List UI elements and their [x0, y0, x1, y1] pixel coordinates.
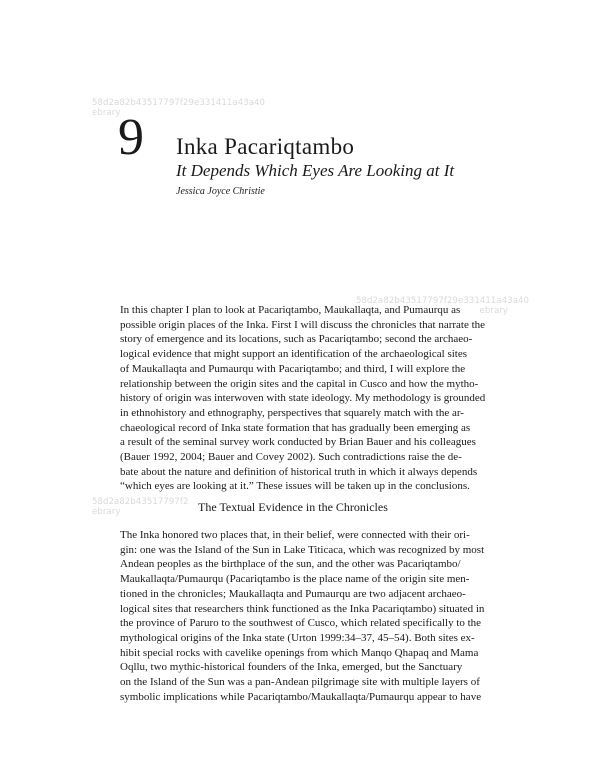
text-line: The Inka honored two places that, in their belief, were connected with their ori-	[120, 529, 470, 541]
text-line: (Bauer 1992, 2004; Bauer and Covey 2002). Such contradictions raise the de-	[120, 451, 462, 464]
text-line: bate about the nature and definition of historical truth in which it always depends	[120, 465, 478, 478]
text-line: “which eyes are looking at it.” These issues will be taken up in the conclusions.	[120, 480, 470, 493]
watermark	[92, 497, 189, 517]
text-line: symbolic implications while Pacariqtambo/Maukallaqta/Pumaurqu appear to have	[120, 690, 482, 703]
text-line: relationship between the origin sites and the capital in Cusco and how the mytho-	[120, 377, 479, 390]
text-line: chaeological record of Inka state formation that has gradually been emerging as	[120, 421, 471, 434]
text-line: of Maukallaqta and Pumaurqu with Pacariqtambo; and third, I will explore the	[120, 362, 466, 375]
text-line: in ethnohistory and ethnography, perspectives that squarely match with the ar-	[120, 406, 464, 419]
section-heading: The Textual Evidence in the Chronicles	[198, 500, 388, 514]
intro-paragraph	[120, 303, 485, 494]
text-line: the province of Paruro to the southwest of Cusco, which related specifically to the	[120, 617, 482, 630]
text-line: hibit special rocks with cavelike openings from which Manqo Qhapaq and Mama	[120, 646, 479, 659]
body-paragraph	[120, 528, 484, 704]
chapter-number: 9	[118, 109, 144, 166]
text-line: a result of the seminal survey work conducted by Brian Bauer and his colleagues	[120, 436, 476, 449]
chapter-title: Inka Pacariqtambo	[176, 134, 355, 159]
text-line: story of emergence and its locations, such as Pacariqtambo; second the archaeo-	[120, 333, 473, 346]
watermark-label: ebrary	[92, 507, 121, 517]
chapter-subtitle: It Depends Which Eyes Are Looking at It	[176, 161, 455, 180]
watermark-label: ebrary	[92, 108, 121, 118]
text-line: history of origin was interwoven with state ideology. My methodology is grounded	[120, 392, 486, 405]
text-line: Maukallaqta/Pumaurqu (Pacariqtambo is the place name of the origin site men-	[120, 573, 470, 586]
text-line: possible origin places of the Inka. First I will discuss the chronicles that narrate the	[120, 318, 486, 331]
text-line: logical sites that researchers think functioned as the Inka Pacariqtambo) situated in	[120, 602, 485, 615]
author-name: Jessica Joyce Christie	[176, 186, 265, 197]
watermark-code: 58d2a82b43517797f29e331411a43a40	[356, 296, 530, 306]
text-line: In this chapter I plan to look at Pacariqtambo, Maukallaqta, and Pumaurqu as	[120, 304, 461, 316]
text-line: Oqllu, two mythic-historical founders of the Inka, emerged, but the Sanctuary	[120, 661, 463, 674]
watermark-label: ebrary	[479, 306, 508, 316]
text-line: mythological origins of the Inka state (Urton 1999:34–37, 45–54). Both sites ex-	[120, 631, 475, 644]
text-line: on the Island of the Sun was a pan-Andean pilgrimage site with multiple layers of	[120, 676, 480, 689]
text-line: gin: one was the Island of the Sun in Lake Titicaca, which was recognized by most	[120, 543, 485, 556]
text-line: Andean peoples as the birthplace of the sun, and the other was Pacariqtambo/	[120, 558, 461, 571]
watermark-code: 58d2a82b43517797f2	[92, 497, 189, 507]
text-line: logical evidence that might support an identification of the archaeological sites	[120, 348, 467, 361]
text-line: tioned in the chronicles; Maukallaqta and Pumaurqu are two adjacent archaeo-	[120, 587, 466, 600]
watermark-code: 58d2a82b43517797f29e331411a43a40	[92, 98, 266, 108]
